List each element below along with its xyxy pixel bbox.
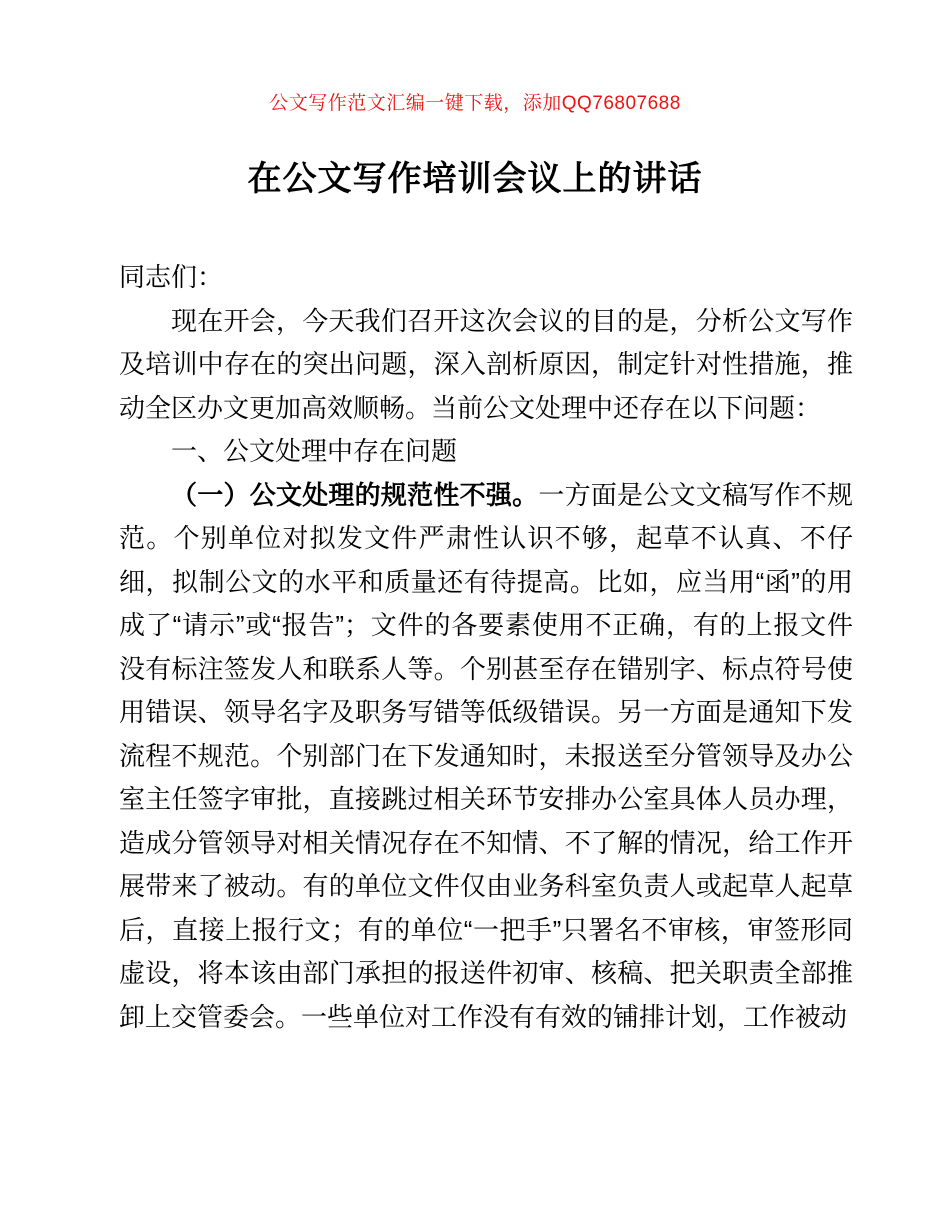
intro-paragraph: 现在开会，今天我们召开这次会议的目的是，分析公文写作及培训中存在的突出问题，深入剖析原因，制定针对性措施，推动全区办文更加高效顺畅。当前公文处理中还存在以下问题： <box>119 305 853 423</box>
promo-banner-text: 公文写作范文汇编一键下载，添加QQ76807688 <box>269 93 681 114</box>
sub-heading-bold-run: （一）公文处理的规范性不强。 <box>171 479 539 510</box>
document-body <box>119 256 853 1039</box>
sub-paragraph-text: 一方面是公文文稿写作不规范。个别单位对拟发文件严肃性认识不够，起草不认真、不仔细，拟制公文的水平和质量还有待提高。比如，应当用“函”的用成了“请示”或“报告”；文件的各要素使用不正确，有的上报文件没有标注签发人和联系人等。个别甚至存在错别字、标点符号使用错误、领导名字及职务写错等低级错误。另一方面是通知下发流程不规范。个别部门在下发通知时，未报送至分管领导及办公室主任签字审批，直接跳过相关环节安排办公室具体人员办理，造成分管领导对相关情况存在不知情、不了解的情况，给工作开展带来了被动。有的单位文件仅由业务科室负责人或起草人起草后，直接上报行文；有的单位“一把手”只署名不审核，审签形同虚设，将本该由部门承担的报送件初审、核稿、把关职责全部推卸上交管委会。一些单位对工作没有有效的铺排计划，工作被动 <box>119 479 853 1032</box>
section-heading: 一、公文处理中存在问题 <box>171 436 458 466</box>
section-sub-paragraph <box>119 474 853 1040</box>
page-title: 在公文写作培训会议上的讲话 <box>247 160 703 198</box>
salutation: 同志们： <box>119 262 224 292</box>
